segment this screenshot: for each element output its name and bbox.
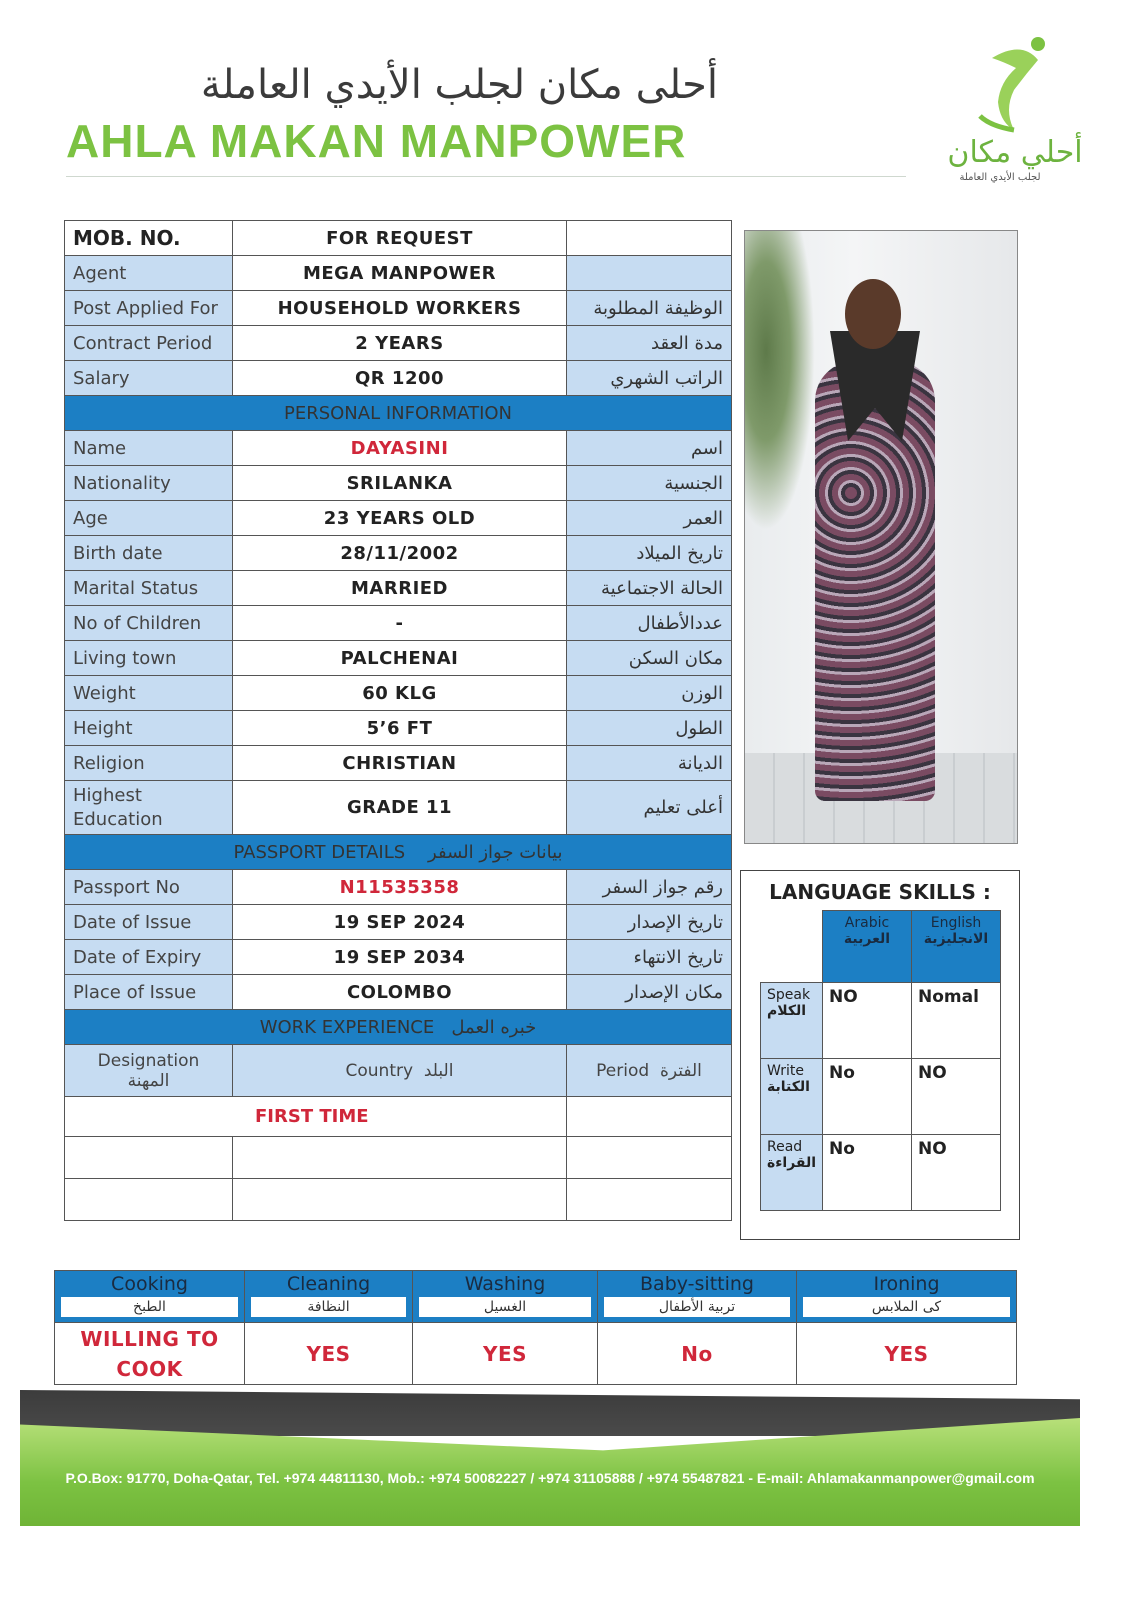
birthdate-label: Birth date: [65, 536, 233, 571]
table-row: [761, 983, 1001, 1059]
town-value: PALCHENAI: [233, 641, 567, 676]
passport-no-value: N11535358: [233, 870, 567, 905]
religion-label: Religion: [65, 746, 233, 781]
table-row: [65, 711, 732, 746]
english-header-ar: الانجليزية: [923, 931, 989, 947]
skill-cooking-value: WILLING TO COOK: [55, 1323, 245, 1385]
skill-babysitting-header: [598, 1271, 797, 1323]
table-row: [761, 1135, 1001, 1211]
table-row: [65, 781, 732, 835]
salary-label: Salary: [65, 361, 233, 396]
english-header-en: English: [930, 915, 982, 931]
skills-header-row: [55, 1271, 1017, 1323]
footer-contact: P.O.Box: 91770, Doha-Qatar, Tel. +974 44811130, Mob.: +974 50082227 / +974 31105888 / +974 55487821 - E-mail: Ahlamakanmanpower@gmail.com: [65, 1470, 1035, 1486]
passport-header-ar: بيانات جواز السفر: [428, 841, 563, 863]
mob-arabic: [567, 221, 732, 256]
header-divider: [66, 176, 906, 177]
table-row: [65, 641, 732, 676]
salary-value: QR 1200: [233, 361, 567, 396]
skill-cleaning-header: [245, 1271, 413, 1323]
agent-arabic: [567, 256, 732, 291]
marital-label: Marital Status: [65, 571, 233, 606]
logo-subtext-arabic: لجلب الأيدي العاملة: [959, 172, 1041, 183]
post-arabic: الوظيفة المطلوبة: [567, 291, 732, 326]
skill-washing-value: YES: [413, 1323, 598, 1385]
table-row: [65, 501, 732, 536]
read-arabic: No: [823, 1135, 912, 1211]
post-label: Post Applied For: [65, 291, 233, 326]
skill-cooking-name: Cooking: [111, 1273, 188, 1295]
contract-arabic: مدة العقد: [567, 326, 732, 361]
work-columns: [65, 1045, 732, 1097]
issue-place-arabic: مكان الإصدار: [567, 975, 732, 1010]
skill-cleaning-name: Cleaning: [286, 1273, 371, 1295]
table-row: [65, 746, 732, 781]
passport-no-label: Passport No: [65, 870, 233, 905]
language-corner: [761, 911, 823, 983]
age-arabic: العمر: [567, 501, 732, 536]
table-row: [65, 870, 732, 905]
agent-label: Agent: [65, 256, 233, 291]
salary-arabic: الراتب الشهري: [567, 361, 732, 396]
candidate-info-table: [64, 220, 732, 1221]
height-arabic: الطول: [567, 711, 732, 746]
skill-babysitting-value: No: [598, 1323, 797, 1385]
write-arabic: No: [823, 1059, 912, 1135]
read-english: NO: [912, 1135, 1001, 1211]
language-skills-title: LANGUAGE SKILLS :: [769, 880, 991, 904]
arabic-header-ar: العربية: [843, 931, 891, 947]
photo-plant: [745, 231, 815, 531]
table-row: [65, 291, 732, 326]
skill-washing-name-ar: الغسيل: [419, 1297, 591, 1317]
table-row: [65, 536, 732, 571]
mob-value: FOR REQUEST: [233, 221, 567, 256]
work-entry: FIRST TIME: [65, 1097, 567, 1137]
education-label: Highest Education: [65, 781, 233, 835]
period-header: [567, 1045, 732, 1097]
table-row: [65, 466, 732, 501]
designation-header: [65, 1045, 233, 1097]
work-experience-header: [65, 1010, 732, 1045]
table-row: [65, 571, 732, 606]
contract-label: Contract Period: [65, 326, 233, 361]
read-label: [761, 1135, 823, 1211]
weight-arabic: الوزن: [567, 676, 732, 711]
weight-value: 60 KLG: [233, 676, 567, 711]
candidate-photo: [744, 230, 1018, 844]
passport-header: [65, 835, 732, 870]
read-label-en: Read: [767, 1139, 803, 1155]
speak-label: [761, 983, 823, 1059]
issue-date-label: Date of Issue: [65, 905, 233, 940]
birthdate-arabic: تاريخ الميلاد: [567, 536, 732, 571]
table-row: [65, 1137, 732, 1179]
expiry-date-label: Date of Expiry: [65, 940, 233, 975]
issue-place-value: COLOMBO: [233, 975, 567, 1010]
nationality-label: Nationality: [65, 466, 233, 501]
skill-ironing-name-ar: کی الملابس: [803, 1297, 1010, 1317]
table-row: [65, 1179, 732, 1221]
speak-label-ar: الكلام: [767, 1003, 807, 1019]
table-row: [65, 431, 732, 466]
age-value: 23 YEARS OLD: [233, 501, 567, 536]
children-label: No of Children: [65, 606, 233, 641]
education-value: GRADE 11: [233, 781, 567, 835]
write-label-ar: الكتابة: [767, 1079, 810, 1095]
table-row: [65, 606, 732, 641]
expiry-date-arabic: تاريخ الانتهاء: [567, 940, 732, 975]
weight-label: Weight: [65, 676, 233, 711]
photo-dress: [815, 361, 935, 801]
table-row: [65, 676, 732, 711]
skill-ironing-value: YES: [797, 1323, 1017, 1385]
speak-english: Nomal: [912, 983, 1001, 1059]
table-row: [761, 1059, 1001, 1135]
read-label-ar: القراءة: [767, 1155, 817, 1171]
children-value: -: [233, 606, 567, 641]
issue-date-arabic: تاريخ الإصدار: [567, 905, 732, 940]
passport-no-arabic: رقم جواز السفر: [567, 870, 732, 905]
period-header-en: Period: [596, 1060, 650, 1081]
contract-value: 2 YEARS: [233, 326, 567, 361]
height-label: Height: [65, 711, 233, 746]
table-row: [65, 940, 732, 975]
write-label-en: Write: [767, 1063, 804, 1079]
issue-date-value: 19 SEP 2024: [233, 905, 567, 940]
skill-babysitting-name-ar: تربية الأطفال: [604, 1297, 790, 1317]
arabic-header: [823, 911, 912, 983]
speak-label-en: Speak: [767, 987, 811, 1003]
company-name-arabic: أحلى مكان لجلب الأيدي العاملة: [200, 62, 718, 108]
post-value: HOUSEHOLD WORKERS: [233, 291, 567, 326]
skill-ironing-header: [797, 1271, 1017, 1323]
work-header-en: WORK EXPERIENCE: [259, 1016, 435, 1038]
work-header-ar: خبره العمل: [451, 1016, 537, 1038]
skill-washing-header: [413, 1271, 598, 1323]
expiry-date-value: 19 SEP 2034: [233, 940, 567, 975]
table-row: [65, 361, 732, 396]
language-skills-table: [760, 910, 1001, 1211]
company-name-english: AHLA MAKAN MANPOWER: [66, 115, 687, 167]
table-row: [65, 221, 732, 256]
designation-header-en: Designation: [97, 1050, 200, 1071]
marital-value: MARRIED: [233, 571, 567, 606]
speak-arabic: NO: [823, 983, 912, 1059]
agent-value: MEGA MANPOWER: [233, 256, 567, 291]
nationality-value: SRILANKA: [233, 466, 567, 501]
name-value: DAYASINI: [233, 431, 567, 466]
age-label: Age: [65, 501, 233, 536]
table-row: [65, 905, 732, 940]
mob-label: MOB. NO.: [65, 221, 233, 256]
photo-head: [845, 279, 901, 349]
birthdate-value: 28/11/2002: [233, 536, 567, 571]
period-header-ar: الفترة: [659, 1060, 702, 1081]
issue-place-label: Place of Issue: [65, 975, 233, 1010]
write-label: [761, 1059, 823, 1135]
arabic-header-en: Arabic: [844, 915, 890, 931]
skill-cooking-header: [55, 1271, 245, 1323]
skills-value-row: [55, 1323, 1017, 1385]
country-header: [233, 1045, 567, 1097]
height-value: 5’6 FT: [233, 711, 567, 746]
skill-ironing-name: Ironing: [873, 1273, 940, 1295]
skills-table: [54, 1270, 1017, 1385]
skill-cleaning-name-ar: النظافة: [251, 1297, 406, 1317]
religion-arabic: الديانة: [567, 746, 732, 781]
nationality-arabic: الجنسية: [567, 466, 732, 501]
town-arabic: مكان السكن: [567, 641, 732, 676]
table-row: [65, 326, 732, 361]
work-entry-row: [65, 1097, 732, 1137]
work-entry-period: [567, 1097, 732, 1137]
name-label: Name: [65, 431, 233, 466]
designation-header-ar: المهنة: [127, 1070, 170, 1091]
english-header: [912, 911, 1001, 983]
table-row: [65, 256, 732, 291]
personal-info-header: PERSONAL INFORMATION: [65, 396, 732, 431]
skill-babysitting-name: Baby-sitting: [640, 1273, 754, 1295]
education-arabic: أعلى تعليم: [567, 781, 732, 835]
country-header-ar: البلد: [423, 1060, 454, 1081]
country-header-en: Country: [345, 1060, 414, 1081]
skill-cleaning-value: YES: [245, 1323, 413, 1385]
name-arabic: اسم: [567, 431, 732, 466]
skill-washing-name: Washing: [464, 1273, 546, 1295]
logo-text-arabic: أحلي مكان: [947, 135, 1083, 170]
children-arabic: عددالأطفال: [567, 606, 732, 641]
town-label: Living town: [65, 641, 233, 676]
marital-arabic: الحالة الاجتماعية: [567, 571, 732, 606]
passport-header-en: PASSPORT DETAILS: [233, 841, 406, 863]
skill-cooking-name-ar: الطبخ: [61, 1297, 238, 1317]
religion-value: CHRISTIAN: [233, 746, 567, 781]
table-row: [65, 975, 732, 1010]
write-english: NO: [912, 1059, 1001, 1135]
